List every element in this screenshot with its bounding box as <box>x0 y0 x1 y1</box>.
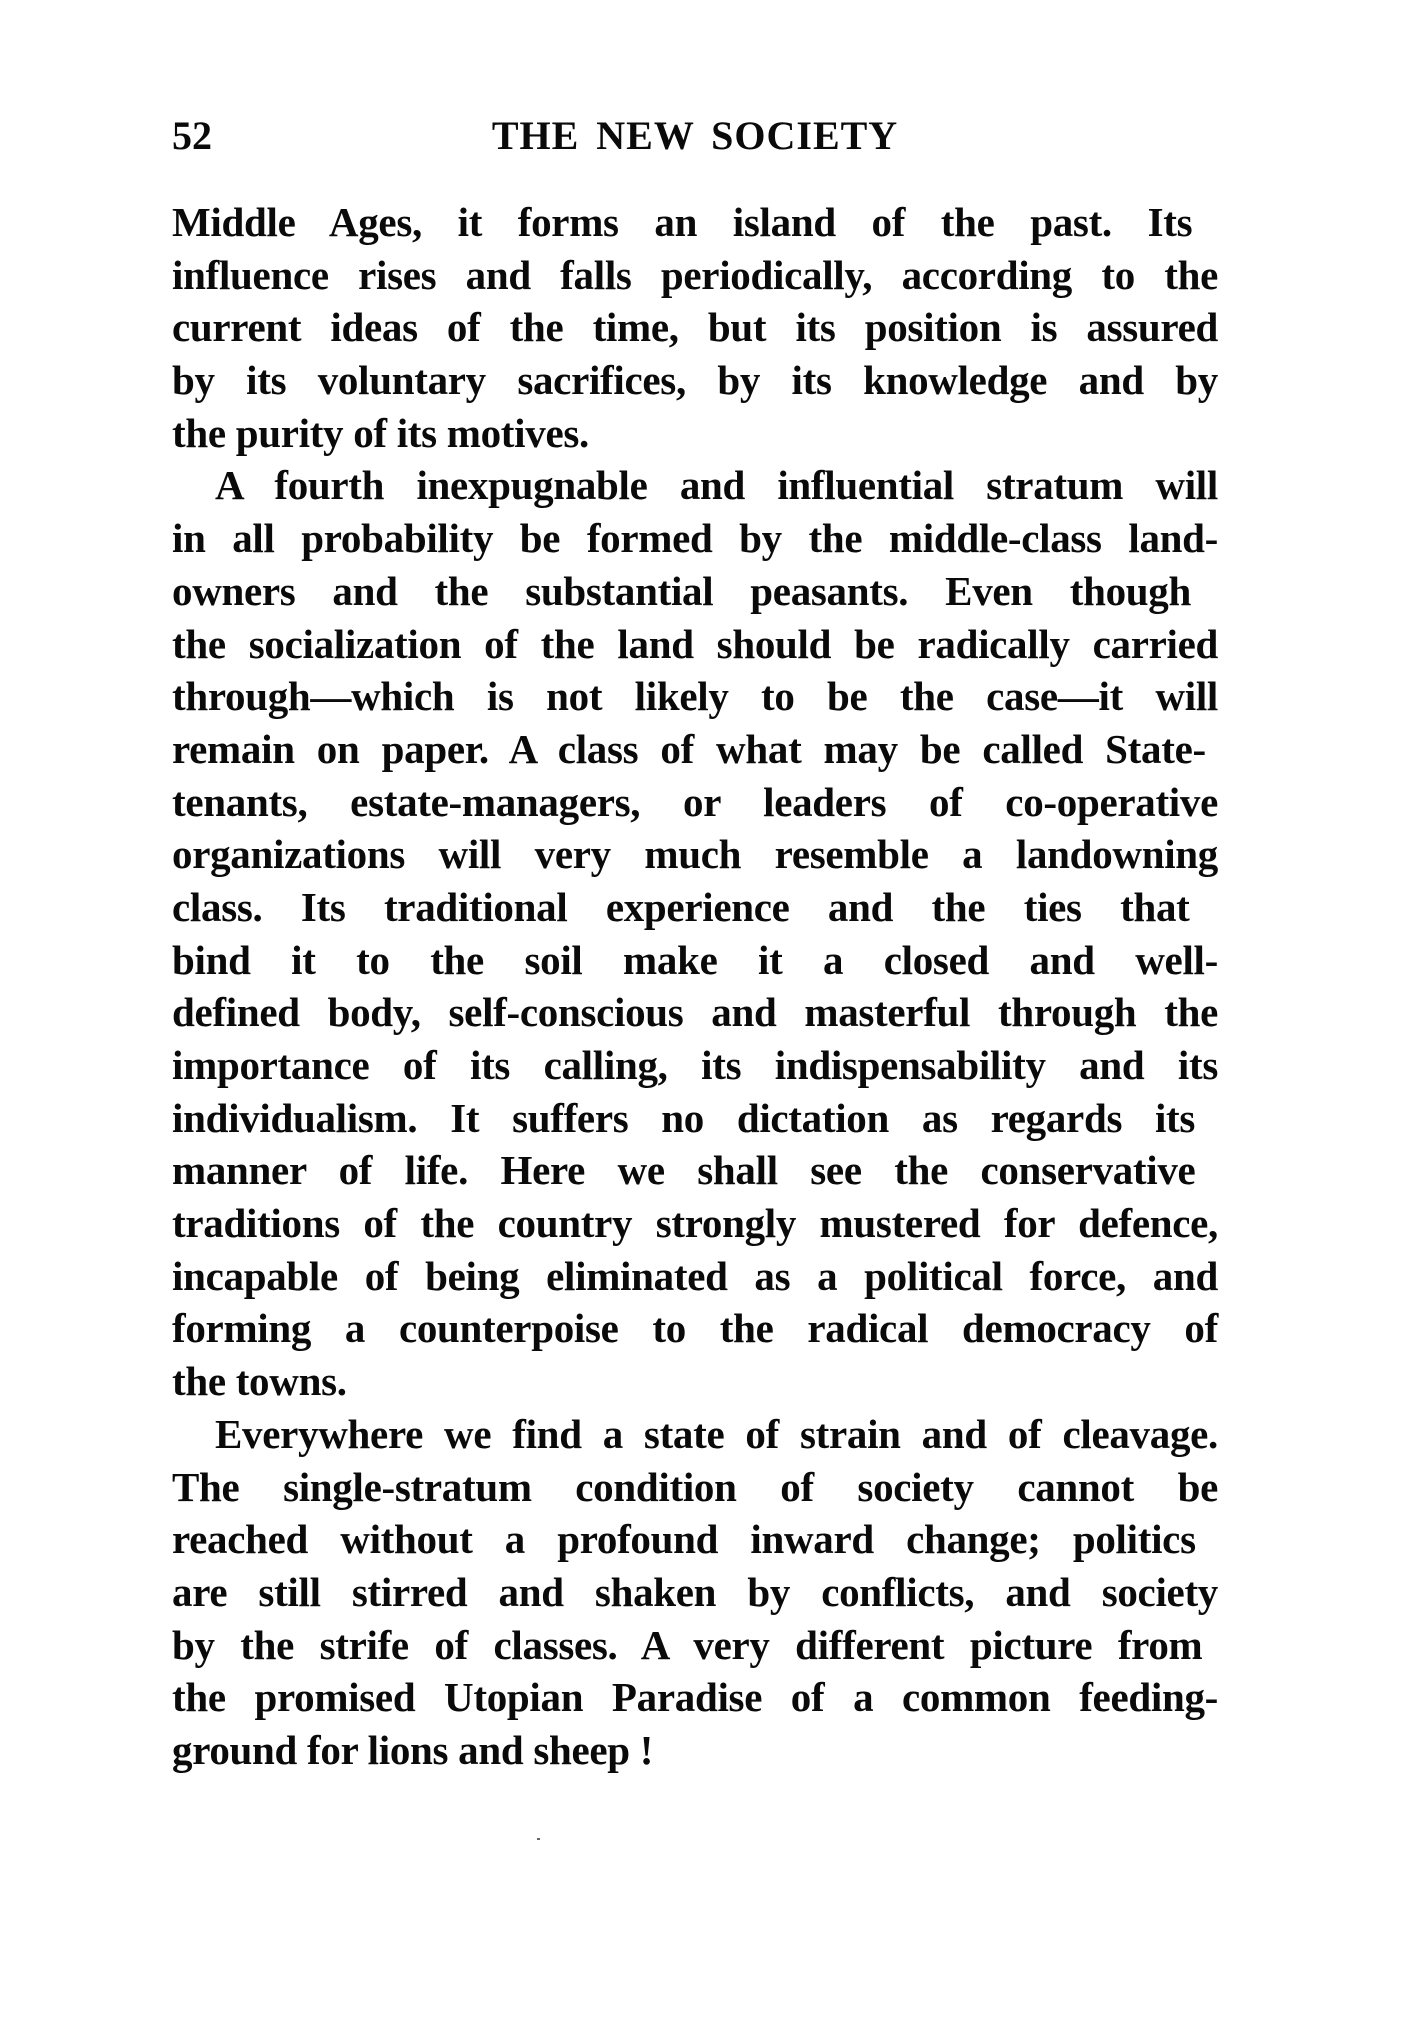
text-line: the purity of its motives. <box>172 409 589 456</box>
text-line: in all probability be formed by the middle-class land- <box>172 515 1218 562</box>
text-line: The single-stratum condition of society cannot be <box>172 1463 1218 1510</box>
text-line: the promised Utopian Paradise of a common feeding- <box>172 1674 1218 1721</box>
text-line: Everywhere we find a state of strain and of cleavage. <box>215 1410 1218 1457</box>
text-line: defined body, self-conscious and masterful through the <box>172 989 1218 1036</box>
text-line: owners and the substantial peasants. Even though <box>172 567 1191 614</box>
text-line: A fourth inexpugnable and influential stratum will <box>215 462 1218 509</box>
text-line: organizations will very much resemble a landowning <box>172 831 1218 878</box>
text-line: the socialization of the land should be radically carried <box>172 620 1218 667</box>
text-line: reached without a profound inward change; politics <box>172 1516 1196 1563</box>
text-line: influence rises and falls periodically, according to the <box>172 251 1218 298</box>
paragraph <box>172 1408 1218 1777</box>
text-line: traditions of the country strongly mustered for defence, <box>172 1200 1218 1247</box>
text-line: class. Its traditional experience and the ties that <box>172 883 1190 930</box>
text-line: remain on paper. A class of what may be called State- <box>172 725 1206 772</box>
text-line: forming a counterpoise to the radical democracy of <box>172 1305 1218 1352</box>
paragraph <box>172 459 1218 1407</box>
text-line: through—which is not likely to be the case—it will <box>172 673 1218 720</box>
text-line: tenants, estate-managers, or leaders of co-operative <box>172 778 1218 825</box>
text-line: Middle Ages, it forms an island of the past. Its <box>172 199 1193 245</box>
text-line: by the strife of classes. A very different picture from <box>172 1621 1203 1668</box>
text-line: current ideas of the time, but its position is assured <box>172 304 1218 351</box>
running-head <box>172 112 1218 160</box>
text-line: individualism. It suffers no dictation as regards its <box>172 1094 1196 1141</box>
running-title: THE NEW SOCIETY <box>491 113 899 158</box>
text-line: manner of life. Here we shall see the conservative <box>172 1147 1196 1194</box>
text-line: incapable of being eliminated as a political force, and <box>172 1252 1218 1299</box>
text-line: by its voluntary sacrifices, by its knowledge and by <box>172 357 1218 404</box>
text-line: ground for lions and sheep ! <box>172 1726 654 1773</box>
print-speck <box>537 1838 540 1840</box>
paragraph <box>172 196 1218 459</box>
text-line: the towns. <box>172 1358 347 1405</box>
text-line: are still stirred and shaken by conflicts, and society <box>172 1568 1218 1615</box>
text-line: bind it to the soil make it a closed and well- <box>172 936 1218 983</box>
page-number: 52 <box>172 113 212 158</box>
body-text <box>172 196 1218 1777</box>
text-line: importance of its calling, its indispensability and its <box>172 1042 1218 1088</box>
